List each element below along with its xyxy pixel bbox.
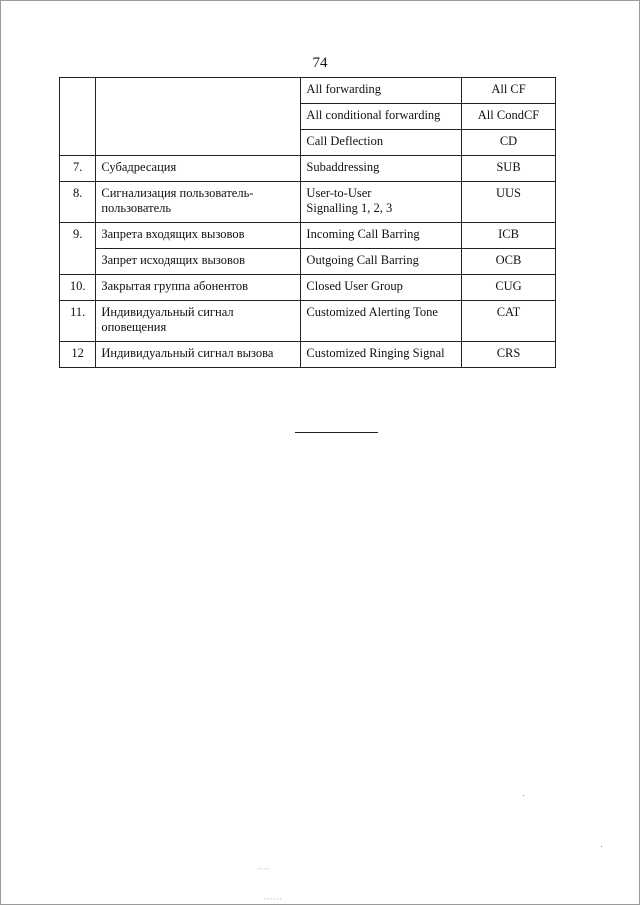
service-name-ru-cell: Запрета входящих вызовов	[96, 223, 301, 249]
row-number-cell: 9.	[60, 223, 96, 275]
service-name-en-line-1: User-to-User	[306, 186, 372, 200]
service-name-en-cell: Incoming Call Barring	[301, 223, 462, 249]
service-abbreviation-cell: CRS	[462, 342, 556, 368]
service-name-ru-cell: Субадресация	[96, 156, 301, 182]
table-row	[60, 275, 556, 301]
services-table	[59, 77, 556, 368]
service-name-en-cell: All forwarding	[301, 78, 462, 104]
table-row	[60, 182, 556, 223]
table-row	[60, 78, 556, 104]
row-number-cell: 11.	[60, 301, 96, 342]
service-name-en-cell: Closed User Group	[301, 275, 462, 301]
service-name-en-cell: All conditional forwarding	[301, 104, 462, 130]
service-abbreviation-cell: SUB	[462, 156, 556, 182]
service-name-ru-cell	[96, 78, 301, 156]
service-abbreviation-cell: CD	[462, 130, 556, 156]
service-name-ru-cell: Закрытая группа абонентов	[96, 275, 301, 301]
service-name-ru-cell	[96, 301, 301, 342]
service-name-ru-cell	[96, 182, 301, 223]
scan-artifact	[523, 795, 524, 796]
scan-artifact	[601, 846, 602, 847]
scan-artifact: ⋅⋅⋅⋅⋅⋅	[264, 897, 283, 903]
service-name-ru-cell: Индивидуальный сигнал вызова	[96, 342, 301, 368]
service-name-ru-line-2: оповещения	[101, 320, 167, 334]
scan-artifact: ⋅⋅⋅⋅	[258, 867, 271, 873]
row-number-cell: 12	[60, 342, 96, 368]
table-row	[60, 301, 556, 342]
end-divider-line	[295, 432, 378, 433]
service-abbreviation-cell: CUG	[462, 275, 556, 301]
service-name-ru-line-1: Индивидуальный сигнал	[101, 305, 234, 319]
table-row	[60, 249, 556, 275]
table-row	[60, 342, 556, 368]
service-name-ru-cell: Запрет исходящих вызовов	[96, 249, 301, 275]
service-abbreviation-cell: ICB	[462, 223, 556, 249]
service-abbreviation-cell: UUS	[462, 182, 556, 223]
row-number-cell: 8.	[60, 182, 96, 223]
service-name-en-cell: Call Deflection	[301, 130, 462, 156]
service-name-en-cell: Subaddressing	[301, 156, 462, 182]
service-name-ru-line-2: пользователь	[101, 201, 172, 215]
service-name-en-cell: Outgoing Call Barring	[301, 249, 462, 275]
page-number: 74	[312, 55, 328, 71]
service-abbreviation-cell: CAT	[462, 301, 556, 342]
row-number-cell: 10.	[60, 275, 96, 301]
table-row	[60, 156, 556, 182]
row-number-cell	[60, 78, 96, 156]
service-name-en-line-2: Signalling 1, 2, 3	[306, 201, 393, 215]
service-abbreviation-cell: All CondCF	[462, 104, 556, 130]
table-row	[60, 223, 556, 249]
service-name-en-cell	[301, 182, 462, 223]
service-abbreviation-cell: All CF	[462, 78, 556, 104]
service-abbreviation-cell: OCB	[462, 249, 556, 275]
service-name-en-cell: Customized Alerting Tone	[301, 301, 462, 342]
row-number-cell: 7.	[60, 156, 96, 182]
service-name-ru-line-1: Сигнализация пользователь-	[101, 186, 254, 200]
service-name-en-cell: Customized Ringing Signal	[301, 342, 462, 368]
